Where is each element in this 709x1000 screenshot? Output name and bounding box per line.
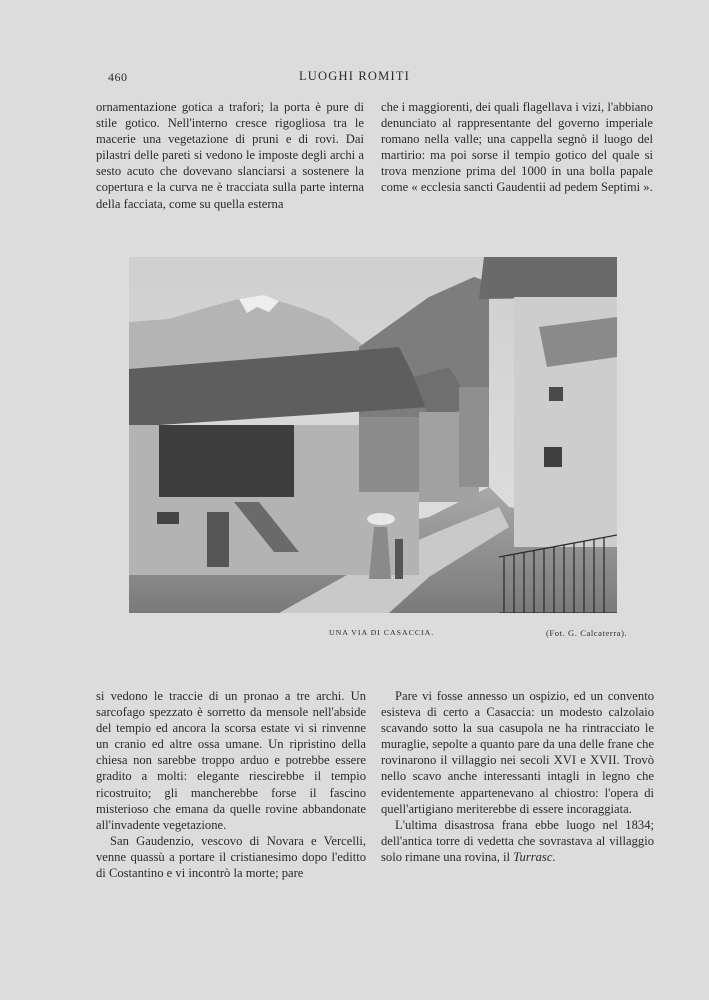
figure-caption: UNA VIA DI CASACCIA. [329, 628, 435, 637]
bottom-right-column [381, 688, 654, 865]
child-figure [395, 539, 403, 579]
running-title: LUOGHI ROMITI [298, 69, 411, 83]
paragraph: si vedono le traccie di un pronao a tre archi. Un sarcofago spezzato è sorretto da mensole nell'abside del tempio ed ancora la scorsa estate vi si rinvenne un cranio ed altre ossa umane. Un ripristino della chiesa non sarebbe troppo arduo e potrebbe essere gradito a molti: elegante riescirebbe il tempio ricostruito; gli mancherebbe forse il fascino misterioso che emana da quelle rovine abbandonate all'invadente vegetazione. [96, 689, 366, 832]
parasol [367, 513, 395, 525]
top-right-column [381, 99, 653, 196]
paragraph: ornamentazione gotica a trafori; la porta è pure di stile gotico. Nell'interno cresce rigogliosa tra le macerie una vegetazione di pruni e di rovi. Dai pilastri delle pareti si vedono le imposte degli archi a sesto acuto che dovevano slanciarsi a sostenere la copertura e la curva ne è tracciata sulla parte interna della facciata, come su quella esterna [96, 100, 364, 211]
barn-window [157, 512, 179, 524]
bottom-left-column [96, 688, 366, 881]
paragraph: San Gaudenzio, vescovo di Novara e Vercelli, venne quassù a portare il cristianesimo dopo l'editto di Costantino e vi incontrò la morte; pare [96, 833, 366, 881]
italic-place-name: Turrasc [513, 849, 553, 864]
right-roof [479, 257, 617, 299]
barn-wooden-upper [159, 425, 294, 497]
photo-credit: (Fot. G. Calcaterra). [546, 628, 628, 638]
text-run: . [552, 849, 556, 864]
right-window-small [549, 387, 563, 401]
page-number: 460 [108, 70, 128, 84]
paragraph [381, 817, 654, 865]
house-far [459, 387, 489, 487]
paragraph: Pare vi fosse annesso un ospizio, ed un convento esisteva di certo a Casaccia: un modesto calzolaio scavando sotto la sua casupola ne ha rintracciato le muraglie, sepolte a quanto pare da una delle frane che rovinarono il villaggio nei secoli XVI e XVII. Trovò nello scavo anche interessanti intagli in legno che evidentemente appartenevano al chiostro: l'opera di quell'artigiano meriterebbe di essere incoraggiata. [381, 689, 654, 816]
barn-door [207, 512, 229, 567]
right-window [544, 447, 562, 467]
village-street-illustration [129, 257, 617, 613]
photograph-casaccia-street [129, 257, 617, 613]
text-run: L'ultima disastrosa frana ebbe luogo nel 1834; dell'antica torre di vedetta che sovrastava al villaggio solo rimane una rovina, il [381, 817, 654, 864]
barn-side-wall [359, 417, 419, 492]
paragraph: che i maggiorenti, dei quali flagellava i vizi, l'abbiano denunciato al rappresentante del governo imperiale romano nella valle; una cappella segnò il luogo del martirio: ma poi sorse il tempio gotico del quale si trova menzione prima del 1000 in una bolla papale come « ecclesia sancti Gaudentii ad pedem Septimi ». [381, 100, 653, 195]
top-left-column [96, 99, 364, 212]
